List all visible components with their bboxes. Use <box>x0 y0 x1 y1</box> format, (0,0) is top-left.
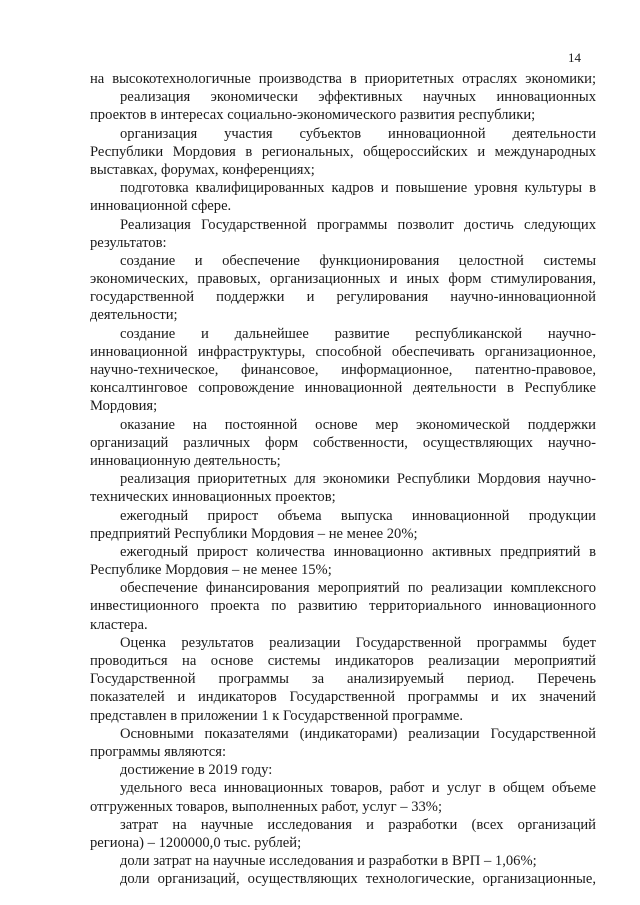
text-line: ежегодный прирост объема выпуска инновационной продукции <box>120 507 596 524</box>
text-line: на высокотехнологичные производства в приоритетных отраслях экономики; <box>90 71 596 87</box>
text-line: ежегодный прирост количества инновационно активных предприятий в <box>120 543 596 560</box>
text-body <box>90 70 596 888</box>
text-line: деятельности; <box>90 307 178 324</box>
text-line: организаций различных форм собственности, осуществляющих научно- <box>90 434 596 451</box>
text-line: консалтинговое сопровождение инновационной деятельности в Республике <box>90 380 596 397</box>
text-line: подготовка квалифицированных кадров и повышение уровня культуры в <box>120 180 596 197</box>
text-line: доли организаций, осуществляющих технологические, организационные, <box>120 871 596 888</box>
text-line: проводиться на основе системы индикаторов реализации мероприятий <box>90 653 596 669</box>
text-line: региона) – 1200000,0 тыс. рублей; <box>90 834 302 851</box>
text-line: предприятий Республики Мордовия – не менее 20%; <box>90 525 418 542</box>
text-line: Республики Мордовия в региональных, общероссийских и международных <box>90 143 596 160</box>
text-line: организация участия субъектов инновационной деятельности <box>120 125 596 142</box>
page-number: 14 <box>568 50 581 65</box>
text-line: представлен в приложении 1 к Государственной программе. <box>90 707 463 724</box>
text-line: создание и дальнейшее развитие республиканской научно- <box>120 325 596 342</box>
text-line: программы являются: <box>90 743 227 760</box>
text-line: доли затрат на научные исследования и разработки в ВРП – 1,06%; <box>120 853 537 870</box>
text-line: инновационной сфере. <box>90 198 232 215</box>
text-line: результатов: <box>90 234 167 251</box>
text-line: Основными показателями (индикаторами) реализации Государственной <box>120 725 596 742</box>
text-line: затрат на научные исследования и разработки (всех организаций <box>120 816 596 833</box>
text-line: инвестиционного проекта по развитию территориального инновационного <box>90 598 596 615</box>
text-line: создание и обеспечение функционирования целостной системы <box>120 252 596 269</box>
text-line: проектов в интересах социально-экономического развития республики; <box>90 107 536 124</box>
text-line: кластера. <box>90 616 148 633</box>
text-line: инновационную деятельность; <box>90 452 281 469</box>
text-line: реализация приоритетных для экономики Республики Мордовия научно- <box>120 471 596 488</box>
text-line: инновационной инфраструктуры, способной обеспечивать организационное, <box>90 343 596 360</box>
text-line: экономических, правовых, организационных и иных форм стимулирования, <box>90 271 596 288</box>
text-line: Республике Мордовия – не менее 15%; <box>90 562 332 579</box>
text-line: научно-техническое, финансовое, информационное, патентно-правовое, <box>90 362 596 378</box>
text-line: отгруженных товаров, выполненных работ, услуг – 33%; <box>90 798 443 815</box>
text-line: Реализация Государственной программы позволит достичь следующих <box>120 216 596 233</box>
text-line: достижение в 2019 году: <box>120 762 273 779</box>
text-line: оказание на постоянной основе мер экономической поддержки <box>120 416 596 433</box>
text-line: удельного веса инновационных товаров, работ и услуг в общем объеме <box>120 780 596 797</box>
text-line: Оценка результатов реализации Государственной программы будет <box>120 634 596 651</box>
text-line: технических инновационных проектов; <box>90 489 336 506</box>
text-line: обеспечение финансирования мероприятий по реализации комплексного <box>120 580 596 597</box>
text-line: Мордовия; <box>90 398 158 415</box>
text-line: государственной поддержки и регулирования научно-инновационной <box>90 289 596 306</box>
text-line: Государственной программы за анализируемый период. Перечень <box>90 671 596 688</box>
text-line: показателей и индикаторов Государственной программы и их значений <box>90 689 596 706</box>
text-line: выставках, форумах, конференциях; <box>90 161 315 178</box>
text-line: реализация экономически эффективных научных инновационных <box>120 89 596 106</box>
